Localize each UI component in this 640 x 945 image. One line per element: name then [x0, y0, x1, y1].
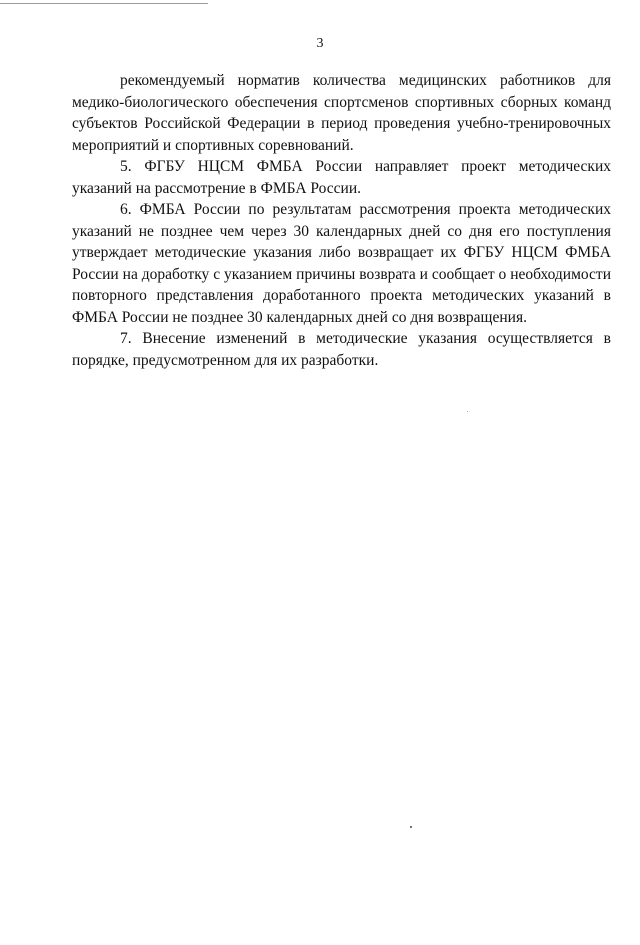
- body-text: [72, 70, 611, 371]
- paragraph-item-7: 7. Внесение изменений в методические указания осуществляется в порядке, предусмотренном для их разработки.: [72, 330, 611, 369]
- paragraph-item-6: 6. ФМБА России по результатам рассмотрения проекта методических указаний не позднее чем через 30 календарных дней со дня его поступления утверждает методические указания либо возвращает их ФГБУ НЦСМ ФМБА России на доработку с указанием причины возврата и сообщает о необходимости повторного представления доработанного проекта методических указаний в ФМБА России не позднее 30 календарных дней со дня возвращения.: [72, 201, 611, 326]
- top-edge-line: [0, 3, 208, 4]
- scan-speck: [410, 826, 412, 828]
- paragraph-item-5: 5. ФГБУ НЦСМ ФМБА России направляет проект методических указаний на рассмотрение в ФМБА России.: [72, 158, 611, 197]
- page-number: 3: [316, 36, 324, 51]
- scan-speck: [467, 411, 468, 412]
- paragraph-continuation: рекомендуемый норматив количества медицинских работников для медико-биологического обеспечения спортсменов спортивных сборных команд субъектов Российской Федерации в период проведения учебно-тренировочных мероприятий и спортивных соревнований.: [72, 72, 611, 154]
